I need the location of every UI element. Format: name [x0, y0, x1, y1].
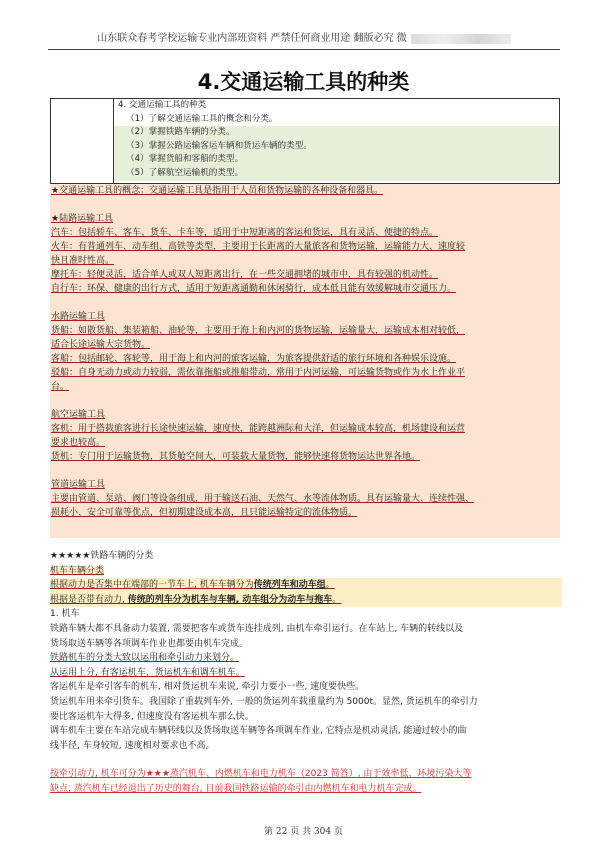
line2-prefix: 根据是否带有动力, [50, 594, 128, 605]
red-note-line: 按牵引动力, 机车可分为★★★蒸汽机车、内燃机车和电力机车（2023 简答）, 由于效率低、环境污染大等 [50, 769, 472, 780]
body-line: 客运机车是牵引客车的机车, 相对货运机车来说, 牵引力要小一些, 速度要快些。 [50, 682, 365, 693]
objectives-content-cell [114, 99, 559, 183]
body-line: 线半径, 车身较短, 速度相对要求也不高。 [50, 740, 215, 751]
objective-item: （5）了解航空运输机的类型。 [114, 167, 559, 181]
water-line: 驳船：自身无动力或动力较弱，需依靠拖船或推船带动，常用于内河运输，可运输货物或作为水上作业平 [51, 368, 466, 378]
land-line: 快且准时性高。 [51, 256, 115, 266]
pipeline-title: 管道运输工具 [51, 480, 106, 490]
objective-item: （4）掌握货船和客船的类型。 [114, 153, 559, 167]
railway-section [50, 549, 562, 797]
air-line: 要求也较高。 [51, 438, 106, 448]
page-title: 4.交通运输工具的种类 [197, 70, 410, 94]
concept-line: ★交通运输工具的概念：交通运输工具是指用于人员和货物运输的各种设备和器具。 [51, 186, 384, 196]
line2-suffix: 。 [332, 594, 342, 605]
water-title: 水路运输工具 [51, 312, 106, 322]
body-line: 货运机车用来牵引货车。我国除了重载列车外, 一般的货运列车载重量约为 5000t。显然, 货运机车的牵引力 [50, 696, 478, 707]
body-line: 铁路车辆大都不具备动力装置, 需要把客车或货车连挂成列, 由机车牵引运行。在车站上, 车辆的转线以及 [50, 623, 464, 634]
objective-item: （1）了解交通运输工具的概念和分类。 [126, 113, 278, 124]
highlight-line: 铁路机车的分类大致以运用和牵引动力来划分。 [50, 653, 240, 664]
line1-prefix: 根据动力是否集中在端部的一节车上, 机车车辆分为 [50, 580, 254, 591]
red-note-line: 缺点, 蒸汽机车已经退出了历史的舞台, 目前我国铁路运输的牵引由内燃机车和电力机车完成。 [50, 783, 422, 794]
railway-power-line [50, 593, 562, 608]
land-line: 自行车：环保、健康的出行方式，适用于短距离通勤和休闲骑行，成本低且能有效缓解城市交通压力。 [51, 284, 457, 294]
page-header-text: 山东联众春考学校运输专业内部班资料 严禁任何商业用途 翻版必究 微 [97, 33, 407, 44]
water-line: 台。 [51, 382, 70, 392]
land-title: ★陆路运输工具 [51, 214, 114, 224]
water-line: 客船：包括邮轮、客轮等，用于海上和内河的旅客运输，为旅客提供舒适的旅行环境和各种娱乐设施。 [51, 354, 457, 364]
page-header [48, 30, 560, 50]
line1-emphasis: 传统列车和动车组 [253, 580, 326, 591]
pipeline-line: 主要由管道、泵站、阀门等设备组成，用于输送石油、天然气、水等流体物质。具有运输量大、连续性强、 [51, 494, 475, 504]
railway-subtitle: 机车车辆分类 [50, 565, 105, 576]
air-line: 货机：专门用于运输货物，其货舱空间大，可装载大量货物，能够快速将货物运达世界各地。 [51, 452, 421, 462]
transport-tools-section [50, 184, 560, 538]
water-line: 货船：如散货船、集装箱船、油轮等，主要用于海上和内河的货物运输，运输量大，运输成本相对较低， [51, 326, 466, 336]
land-line: 摩托车：轻便灵活，适合单人或双人短距离出行，在一些交通拥堵的城市中，具有较强的机动性。 [51, 270, 439, 280]
line2-emphasis: 传统的列车分为机车与车辆, 动车组分为动车与拖车 [127, 594, 333, 605]
land-line: 火车：有普通列车、动车组、高铁等类型，主要用于长距离的大量旅客和货物运输，运输能力大、速度较 [51, 242, 466, 252]
land-line: 汽车：包括轿车、客车、货车、卡车等，适用于中短距离的客运和货运，具有灵活、便捷的特点。 [51, 228, 439, 238]
body-line: 调车机车主要在车站完成车辆转线以及货场取送车辆等各项调车作业, 它特点是机动灵活, 能通过较小的曲 [50, 726, 467, 737]
body-line: 要比客运机车大得多, 但速度没有客运机车那么快。 [50, 711, 254, 722]
page-number: 第 22 页 共 304 页 [264, 827, 343, 837]
water-line: 适合长途运输大宗货物。 [51, 340, 151, 350]
locomotive-title: 1. 机车 [50, 609, 80, 620]
highlight-line: 从运用上分, 有客运机车、货运机车和调车机车。 [50, 667, 245, 678]
body-line: 货场取送车辆等各项调车作业也都要由机车完成。 [50, 638, 249, 649]
objective-item: （3）掌握公路运输客运车辆和货运车辆的类型。 [114, 140, 559, 154]
air-line: 客机：用于搭载旅客进行长途快速运输，速度快，能跨越洲际和大洋，但运输成本较高，机场建设和运营 [51, 424, 466, 434]
air-title: 航空运输工具 [51, 410, 106, 420]
objective-item: （2）掌握铁路车辆的分类。 [114, 126, 559, 140]
objectives-label-cell [51, 99, 114, 183]
railway-title: ★★★★★铁路车辆的分类 [50, 551, 154, 561]
learning-objectives-table [50, 98, 560, 184]
pipeline-line: 损耗小、安全可靠等优点，但初期建设成本高，且只能运输特定的流体物质。 [51, 508, 358, 518]
railway-classification-line [50, 578, 562, 593]
objectives-heading: 4. 交通运输工具的种类 [118, 100, 207, 110]
blurred-watermark [411, 34, 511, 44]
line1-suffix: 。 [325, 580, 335, 591]
